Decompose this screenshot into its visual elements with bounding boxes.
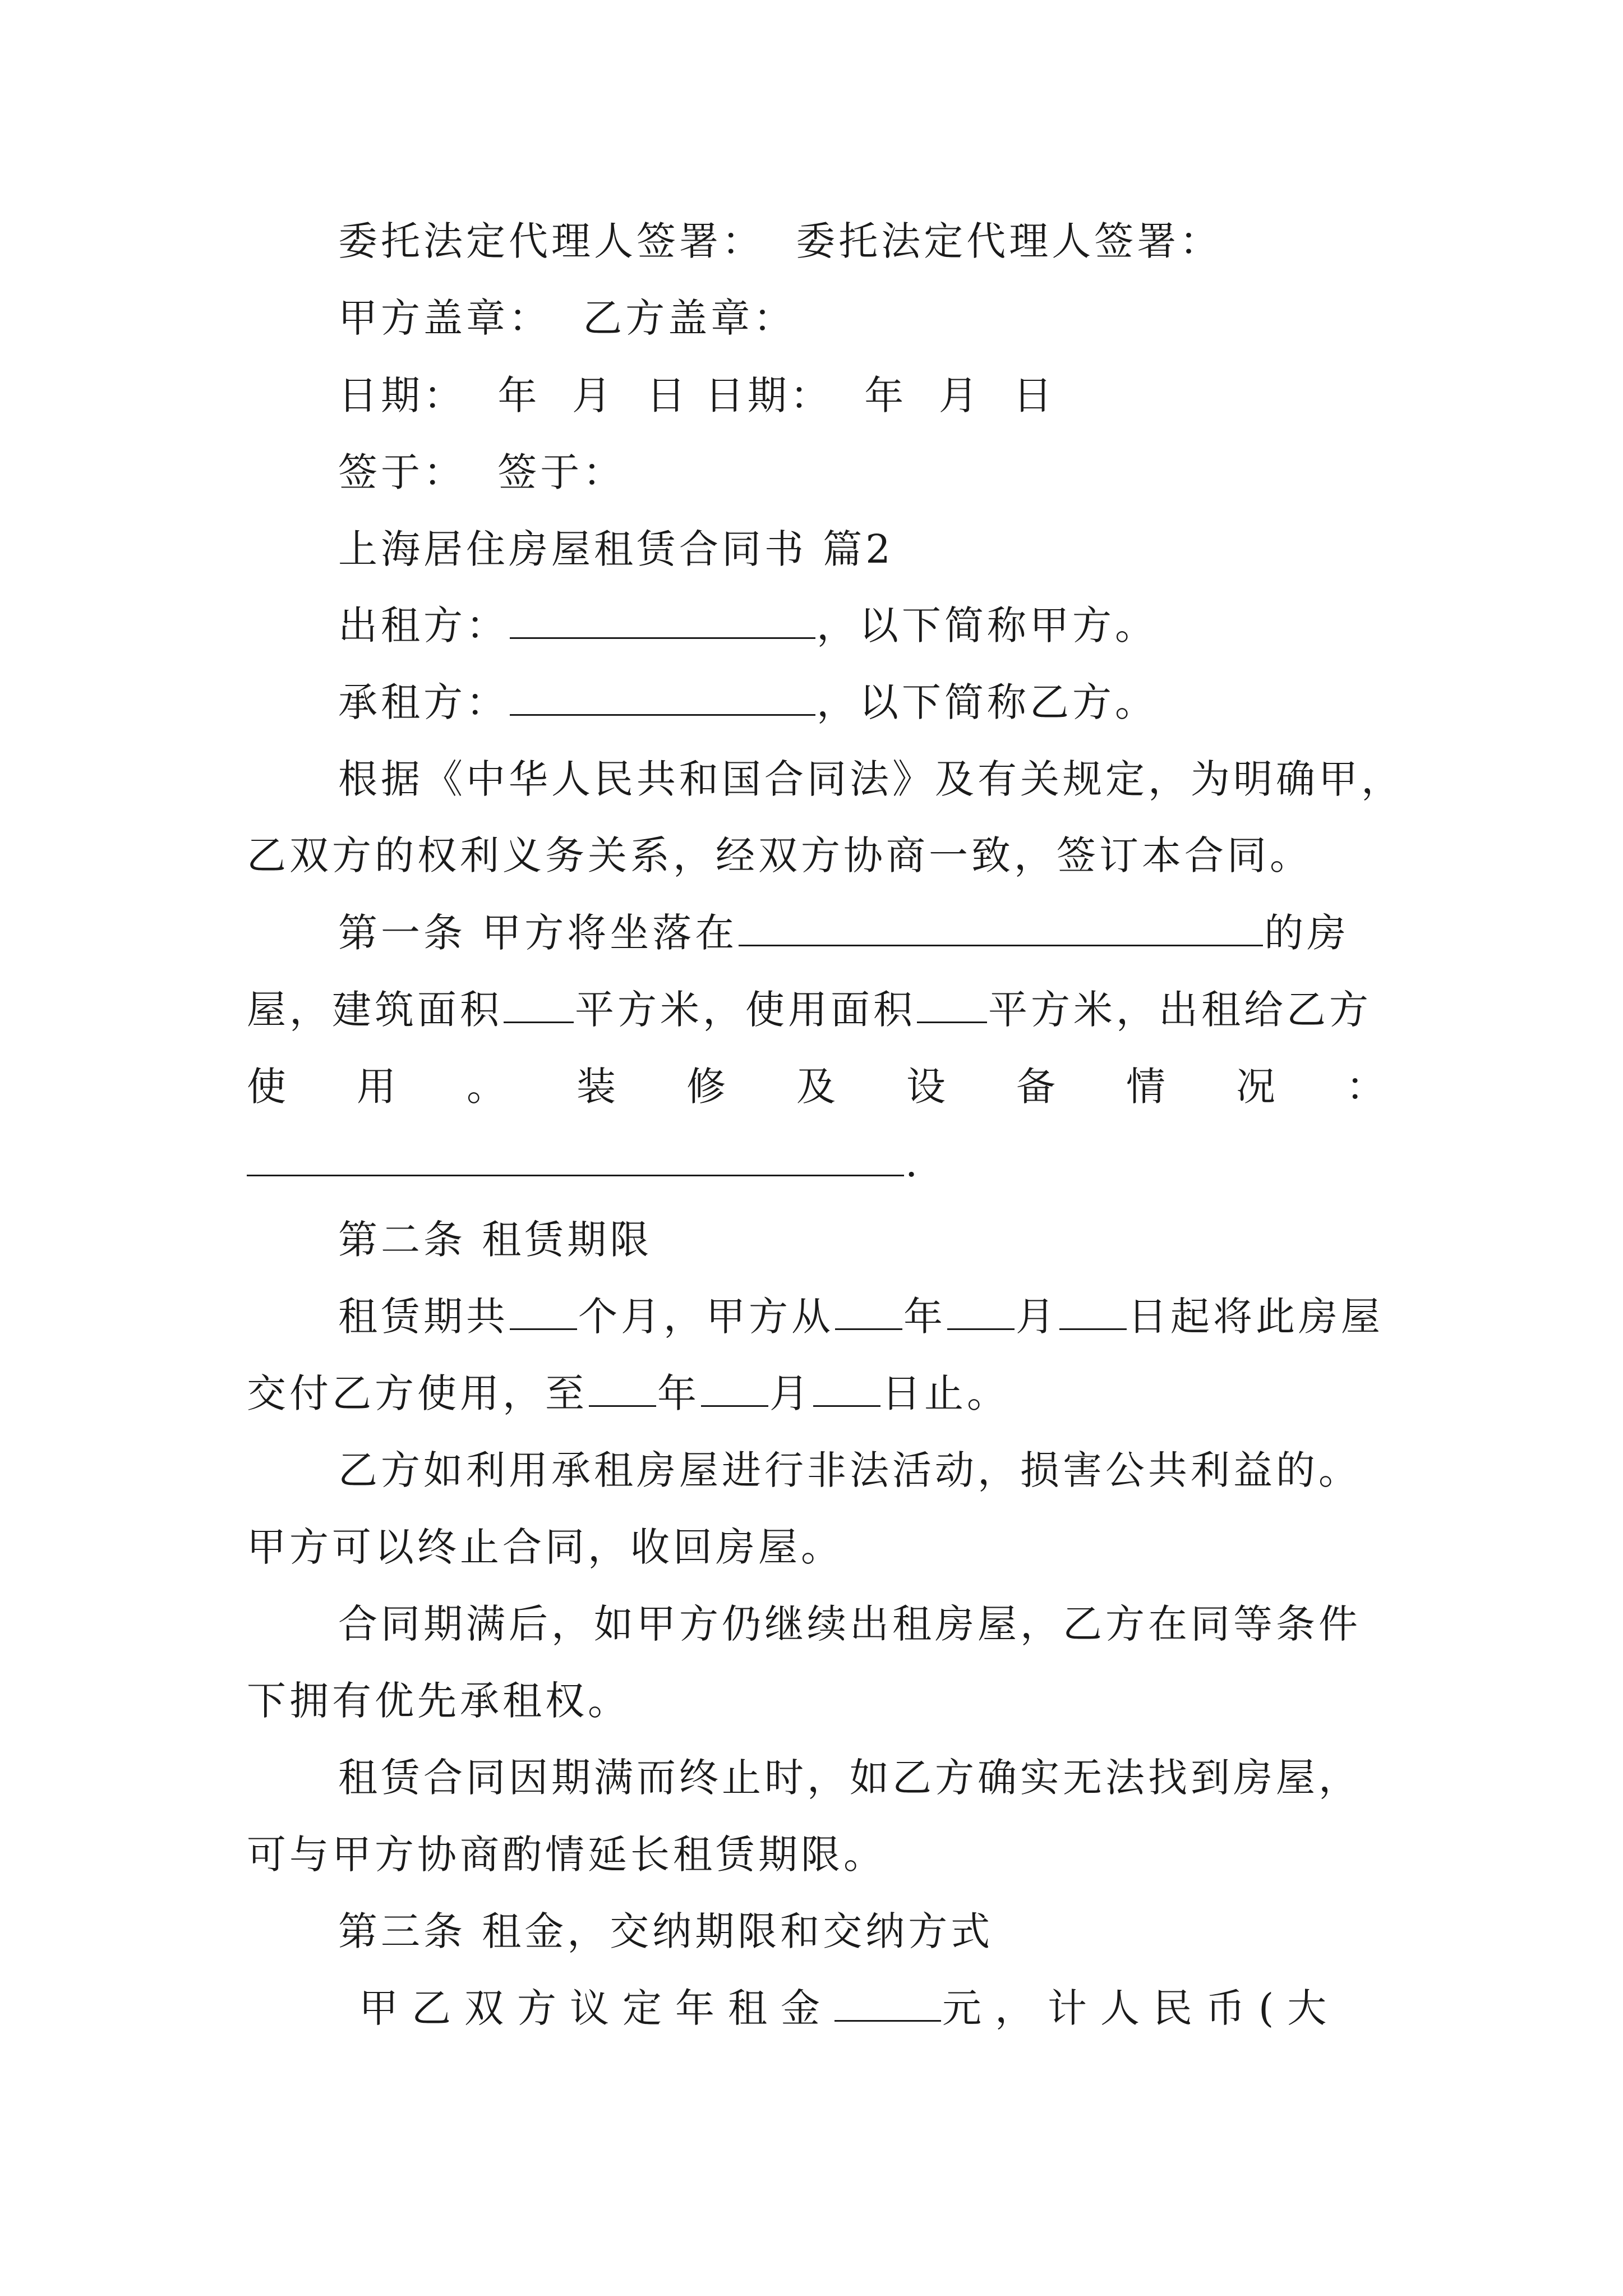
lessor-line — [338, 600, 1158, 651]
article1-char: 备 — [1016, 1064, 1055, 1110]
address-blank — [739, 910, 1263, 946]
article2-text-g: 年 — [657, 1370, 700, 1416]
article2-para2-line-1: 乙方如利用承租房屋进行非法活动，损害公共利益的。 — [338, 1447, 1361, 1493]
date-a-label: 日期： 年 月 日 — [338, 372, 689, 418]
signed-at-b-label: 签于： — [497, 449, 626, 495]
signed-at-line — [338, 447, 625, 498]
article2-line-2 — [247, 1368, 1009, 1419]
article3-text-b: 元，计人民币(大 — [942, 1985, 1340, 2031]
article1-char: 用 — [357, 1064, 396, 1110]
building-area-blank — [504, 987, 574, 1023]
fittings-blank — [247, 1140, 904, 1176]
start-year-blank — [835, 1294, 902, 1330]
article1-line-3 — [247, 1061, 1385, 1112]
article2-text-i: 日止。 — [882, 1370, 1009, 1416]
preamble-line-2: 乙双方的权利义务关系，经双方协商一致，签订本合同。 — [247, 832, 1312, 878]
article1-text-e: 平方米，出租给乙方 — [988, 987, 1372, 1033]
lessor-suffix: ，以下简称甲方。 — [817, 602, 1158, 648]
signature-agent-line — [338, 216, 1222, 266]
article1-char: 使 — [247, 1064, 286, 1110]
signed-at-a-label: 签于： — [338, 449, 466, 495]
article2-text-b: 个月，甲方从 — [578, 1294, 834, 1340]
article2-text-d: 月 — [1016, 1294, 1058, 1340]
end-year-blank — [589, 1370, 656, 1407]
article1-end: . — [905, 1140, 921, 1186]
article1-char: 。 — [467, 1064, 506, 1110]
article1-line-2 — [247, 984, 1372, 1035]
lessor-label: 出租方： — [338, 602, 509, 648]
seal-line — [338, 293, 796, 343]
article2-para4-line-2: 可与甲方协商酌情延长租赁期限。 — [247, 1832, 886, 1878]
date-b-label: 日期： 年 月 日 — [704, 372, 1056, 418]
preamble-line-1: 根据《中华人民共和国合同法》及有关规定，为明确甲， — [338, 756, 1404, 802]
article2-text-a: 租赁期共 — [338, 1294, 509, 1340]
article1-text-d: 平方米，使用面积 — [575, 987, 916, 1033]
article1-char: 装 — [577, 1064, 616, 1110]
date-line — [338, 370, 1055, 421]
article3-text-a: 甲乙双方议定年租金 — [359, 1985, 833, 2031]
start-day-blank — [1059, 1294, 1127, 1330]
lessee-suffix: ，以下简称乙方。 — [817, 679, 1158, 725]
article1-line-1 — [338, 908, 1349, 958]
article2-text-f: 交付乙方使用，至 — [247, 1370, 588, 1416]
article1-line-4 — [247, 1138, 921, 1188]
end-day-blank — [813, 1370, 880, 1407]
agent-b-label: 委托法定代理人签署： — [796, 218, 1223, 264]
article1-text-a: 第一条 甲方将坐落在 — [338, 910, 738, 956]
article2-text-h: 月 — [769, 1370, 812, 1416]
article2-para4-line-1: 租赁合同因期满而终止时，如乙方确实无法找到房屋， — [338, 1755, 1361, 1801]
lessee-line — [338, 677, 1158, 728]
article1-char: 修 — [686, 1064, 726, 1110]
article1-char: 设 — [906, 1064, 946, 1110]
start-month-blank — [947, 1294, 1015, 1330]
lessee-label: 承租方： — [338, 679, 509, 725]
article1-text-b: 的房 — [1264, 910, 1350, 956]
article1-char: 况 — [1236, 1064, 1275, 1110]
lessor-blank — [510, 602, 815, 639]
article1-text-c: 屋，建筑面积 — [247, 987, 502, 1033]
months-blank — [510, 1294, 577, 1330]
article2-line-1 — [338, 1291, 1384, 1342]
usable-area-blank — [917, 987, 987, 1023]
end-month-blank — [701, 1370, 768, 1407]
article2-para3-line-2: 下拥有优先承租权。 — [247, 1678, 630, 1724]
seal-a-label: 甲方盖章： — [338, 295, 551, 341]
article3-title: 第三条 租金，交纳期限和交纳方式 — [338, 1908, 994, 1954]
lessee-blank — [510, 679, 815, 716]
article1-char: 及 — [796, 1064, 836, 1110]
article2-text-c: 年 — [903, 1294, 946, 1340]
section-heading: 上海居住房屋租赁合同书 篇2 — [338, 526, 894, 572]
article2-text-e: 日起将此房屋 — [1128, 1294, 1384, 1340]
article1-char: ： — [1346, 1064, 1385, 1110]
article2-title: 第二条 租赁期限 — [338, 1217, 653, 1263]
article2-para3-line-1: 合同期满后，如甲方仍继续出租房屋，乙方在同等条件 — [338, 1601, 1361, 1647]
agent-a-label: 委托法定代理人签署： — [338, 218, 764, 264]
annual-rent-blank — [834, 1985, 941, 2022]
article3-line-1 — [359, 1983, 1340, 2033]
article2-para2-line-2: 甲方可以终止合同，收回房屋。 — [247, 1524, 843, 1570]
seal-b-label: 乙方盖章： — [583, 295, 796, 341]
article1-char: 情 — [1126, 1064, 1165, 1110]
